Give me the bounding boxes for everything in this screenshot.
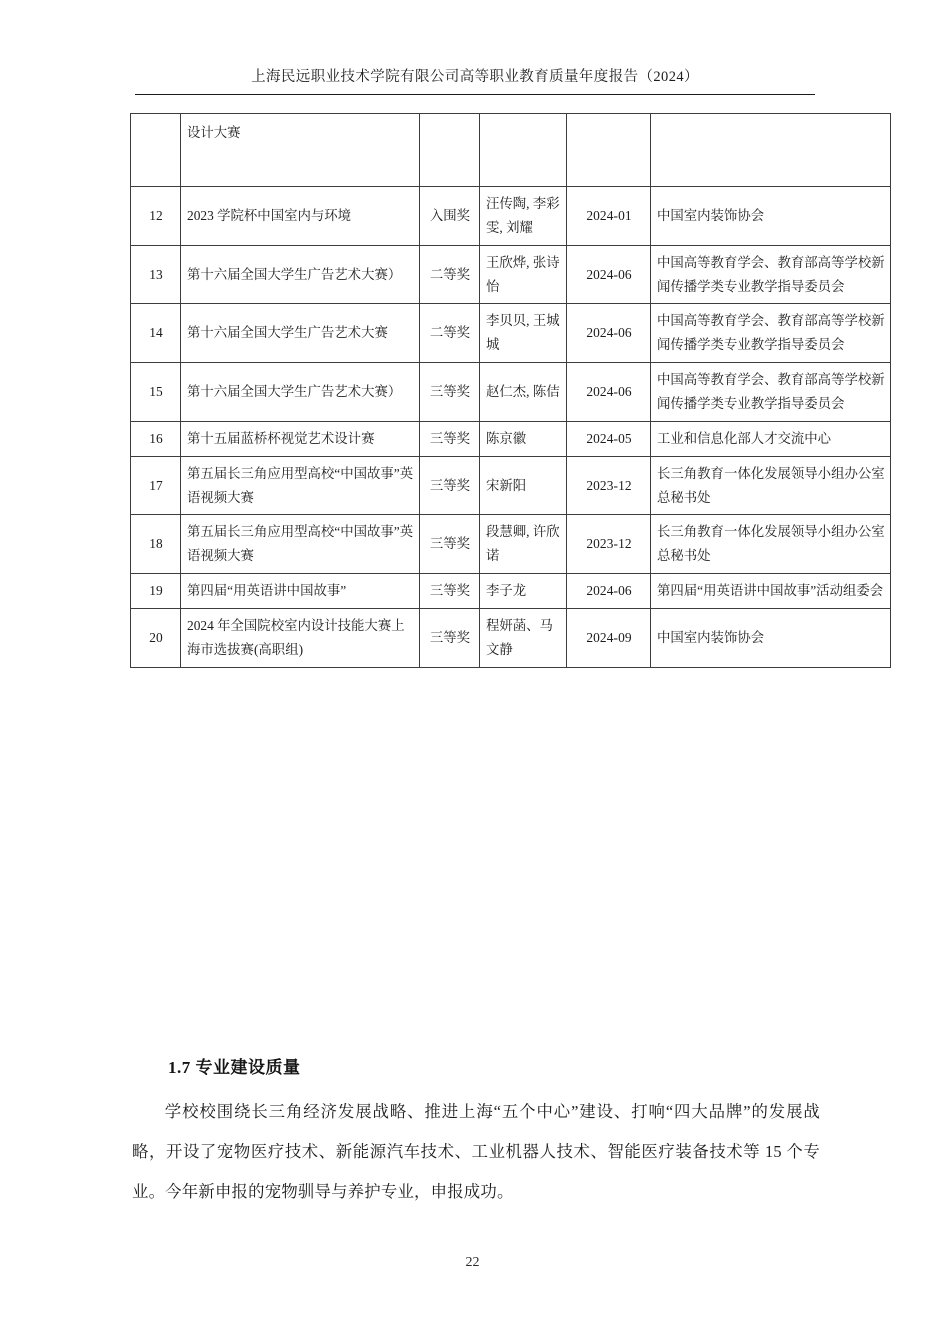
cell-name: 第十六届全国大学生广告艺术大赛） bbox=[181, 245, 420, 304]
table-row bbox=[131, 363, 891, 422]
table-row bbox=[131, 245, 891, 304]
cell-name: 第十六届全国大学生广告艺术大赛 bbox=[181, 304, 420, 363]
table-row bbox=[131, 515, 891, 574]
table-row bbox=[131, 574, 891, 609]
cell-org bbox=[651, 114, 891, 187]
cell-date: 2024-06 bbox=[567, 245, 651, 304]
cell-no: 17 bbox=[131, 456, 181, 515]
cell-no: 16 bbox=[131, 421, 181, 456]
cell-org: 中国室内装饰协会 bbox=[651, 187, 891, 246]
cell-who: 李贝贝, 王城城 bbox=[480, 304, 567, 363]
cell-name: 第四届“用英语讲中国故事” bbox=[181, 574, 420, 609]
cell-date: 2024-01 bbox=[567, 187, 651, 246]
cell-who bbox=[480, 114, 567, 187]
cell-award: 三等奖 bbox=[420, 363, 480, 422]
table-row bbox=[131, 187, 891, 246]
cell-date: 2023-12 bbox=[567, 515, 651, 574]
table-row bbox=[131, 304, 891, 363]
section-paragraph: 学校校围绕长三角经济发展战略、推进上海“五个中心”建设、打响“四大品牌”的发展战略，开设了宠物医疗技术、新能源汽车技术、工业机器人技术、智能医疗装备技术等 15 个专业。今年新申报的宠物驯导与养护专业，申报成功。 bbox=[132, 1102, 820, 1201]
cell-who: 汪传陶, 李彩雯, 刘耀 bbox=[480, 187, 567, 246]
cell-name: 设计大赛 bbox=[181, 114, 420, 187]
cell-no: 15 bbox=[131, 363, 181, 422]
cell-name: 2023 学院杯中国室内与环境 bbox=[181, 187, 420, 246]
cell-who: 段慧卿, 许欣诺 bbox=[480, 515, 567, 574]
cell-award: 入围奖 bbox=[420, 187, 480, 246]
cell-name: 第十六届全国大学生广告艺术大赛） bbox=[181, 363, 420, 422]
running-header-title: 上海民远职业技术学院有限公司高等职业教育质量年度报告（2024） bbox=[251, 69, 699, 85]
table-row bbox=[131, 456, 891, 515]
cell-date: 2024-06 bbox=[567, 304, 651, 363]
cell-date: 2024-05 bbox=[567, 421, 651, 456]
cell-name: 第十五届蓝桥杯视觉艺术设计赛 bbox=[181, 421, 420, 456]
cell-date bbox=[567, 114, 651, 187]
cell-org: 中国室内装饰协会 bbox=[651, 609, 891, 668]
cell-org: 中国高等教育学会、教育部高等学校新闻传播学类专业教学指导委员会 bbox=[651, 363, 891, 422]
cell-name: 第五届长三角应用型高校“中国故事”英语视频大赛 bbox=[181, 456, 420, 515]
cell-org: 工业和信息化部人才交流中心 bbox=[651, 421, 891, 456]
cell-no: 19 bbox=[131, 574, 181, 609]
cell-date: 2024-09 bbox=[567, 609, 651, 668]
cell-no: 13 bbox=[131, 245, 181, 304]
student-awards-table bbox=[130, 113, 891, 668]
cell-who: 赵仁杰, 陈佶 bbox=[480, 363, 567, 422]
section-heading-1-7: 1.7 专业建设质量 bbox=[168, 1058, 301, 1077]
cell-org: 长三角教育一体化发展领导小组办公室总秘书处 bbox=[651, 456, 891, 515]
running-header bbox=[135, 64, 815, 95]
cell-org: 第四届“用英语讲中国故事”活动组委会 bbox=[651, 574, 891, 609]
cell-award: 三等奖 bbox=[420, 574, 480, 609]
table-row-continued bbox=[131, 114, 891, 187]
cell-org: 中国高等教育学会、教育部高等学校新闻传播学类专业教学指导委员会 bbox=[651, 245, 891, 304]
page-number: 22 bbox=[465, 1255, 480, 1270]
cell-no: 18 bbox=[131, 515, 181, 574]
cell-org: 中国高等教育学会、教育部高等学校新闻传播学类专业教学指导委员会 bbox=[651, 304, 891, 363]
cell-name: 2024 年全国院校室内设计技能大赛上海市选拔赛(高职组) bbox=[181, 609, 420, 668]
cell-no: 12 bbox=[131, 187, 181, 246]
cell-award: 三等奖 bbox=[420, 609, 480, 668]
cell-date: 2024-06 bbox=[567, 574, 651, 609]
cell-award: 三等奖 bbox=[420, 515, 480, 574]
cell-who: 陈京徽 bbox=[480, 421, 567, 456]
table-row bbox=[131, 609, 891, 668]
cell-award bbox=[420, 114, 480, 187]
cell-no: 14 bbox=[131, 304, 181, 363]
cell-award: 三等奖 bbox=[420, 456, 480, 515]
cell-no bbox=[131, 114, 181, 187]
cell-award: 二等奖 bbox=[420, 245, 480, 304]
cell-no: 20 bbox=[131, 609, 181, 668]
cell-who: 程妍菡、马文静 bbox=[480, 609, 567, 668]
table-row bbox=[131, 421, 891, 456]
cell-who: 王欣烨, 张诗怡 bbox=[480, 245, 567, 304]
cell-date: 2023-12 bbox=[567, 456, 651, 515]
cell-award: 三等奖 bbox=[420, 421, 480, 456]
cell-who: 李子龙 bbox=[480, 574, 567, 609]
cell-date: 2024-06 bbox=[567, 363, 651, 422]
cell-name: 第五届长三角应用型高校“中国故事”英语视频大赛 bbox=[181, 515, 420, 574]
cell-award: 二等奖 bbox=[420, 304, 480, 363]
awards-table-body bbox=[131, 114, 891, 668]
cell-org: 长三角教育一体化发展领导小组办公室总秘书处 bbox=[651, 515, 891, 574]
cell-who: 宋新阳 bbox=[480, 456, 567, 515]
